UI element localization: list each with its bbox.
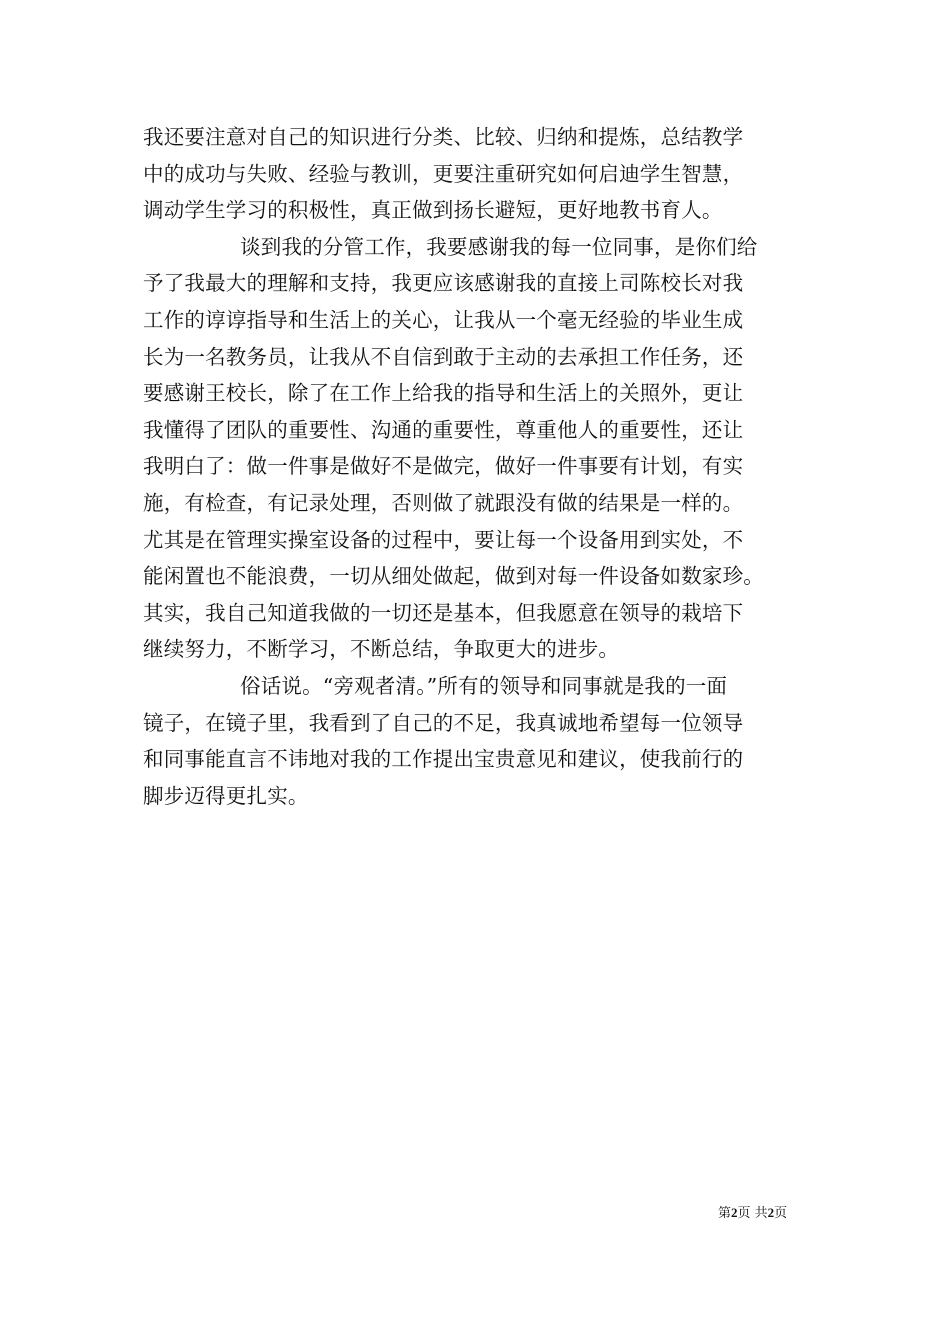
footer-middle: 页 共	[737, 1206, 768, 1221]
footer-total-pages: 2	[767, 1205, 775, 1220]
text-line: 调动学生学习的积极性，真正做到扬长避短，更好地教书育人。	[143, 198, 723, 223]
footer-current-page: 2	[731, 1205, 738, 1220]
text-line: 俗话说。“旁观者清。”所有的领导和同事就是我的一面	[240, 673, 728, 698]
text-line: 其实，我自己知道我做的一切还是基本，但我愿意在领导的栽培下	[143, 600, 744, 625]
text-line: 要感谢王校长，除了在工作上给我的指导和生活上的关照外，更让	[143, 381, 744, 406]
paragraph	[143, 229, 813, 668]
text-line: 谈到我的分管工作，我要感谢我的每一位同事，是你们给	[240, 234, 758, 259]
paragraph	[143, 668, 813, 814]
text-line: 我明白了：做一件事是做好不是做完，做好一件事要有计划，有实	[143, 454, 744, 479]
text-line: 予了我最大的理解和支持，我更应该感谢我的直接上司陈校长对我	[143, 271, 744, 296]
text-line: 镜子，在镜子里，我看到了自己的不足，我真诚地希望每一位领导	[143, 710, 744, 735]
page-footer	[718, 1205, 787, 1222]
text-line: 施，有检查，有记录处理，否则做了就跟没有做的结果是一样的。	[143, 490, 744, 515]
paragraph	[143, 119, 813, 229]
text-line: 继续努力，不断学习，不断总结，争取更大的进步。	[143, 637, 620, 662]
text-line: 中的成功与失败、经验与教训，更要注重研究如何启迪学生智慧，	[143, 161, 744, 186]
text-line: 工作的谆谆指导和生活上的关心，让我从一个毫无经验的毕业生成	[143, 307, 744, 332]
text-line: 尤其是在管理实操室设备的过程中，要让每一个设备用到实处，不	[143, 527, 744, 552]
text-line: 长为一名教务员，让我从不自信到敢于主动的去承担工作任务，还	[143, 344, 744, 369]
text-line: 脚步迈得更扎实。	[143, 783, 309, 808]
text-line: 和同事能直言不讳地对我的工作提出宝贵意见和建议，使我前行的	[143, 747, 744, 772]
footer-prefix: 第	[718, 1206, 732, 1221]
text-line: 能闲置也不能浪费，一切从细处做起，做到对每一件设备如数家珍。	[143, 564, 764, 589]
document-body	[143, 119, 813, 814]
footer-suffix: 页	[774, 1206, 788, 1221]
text-line: 我还要注意对自己的知识进行分类、比较、归纳和提炼，总结教学	[143, 125, 744, 149]
text-line: 我懂得了团队的重要性、沟通的重要性，尊重他人的重要性，还让	[143, 417, 744, 442]
